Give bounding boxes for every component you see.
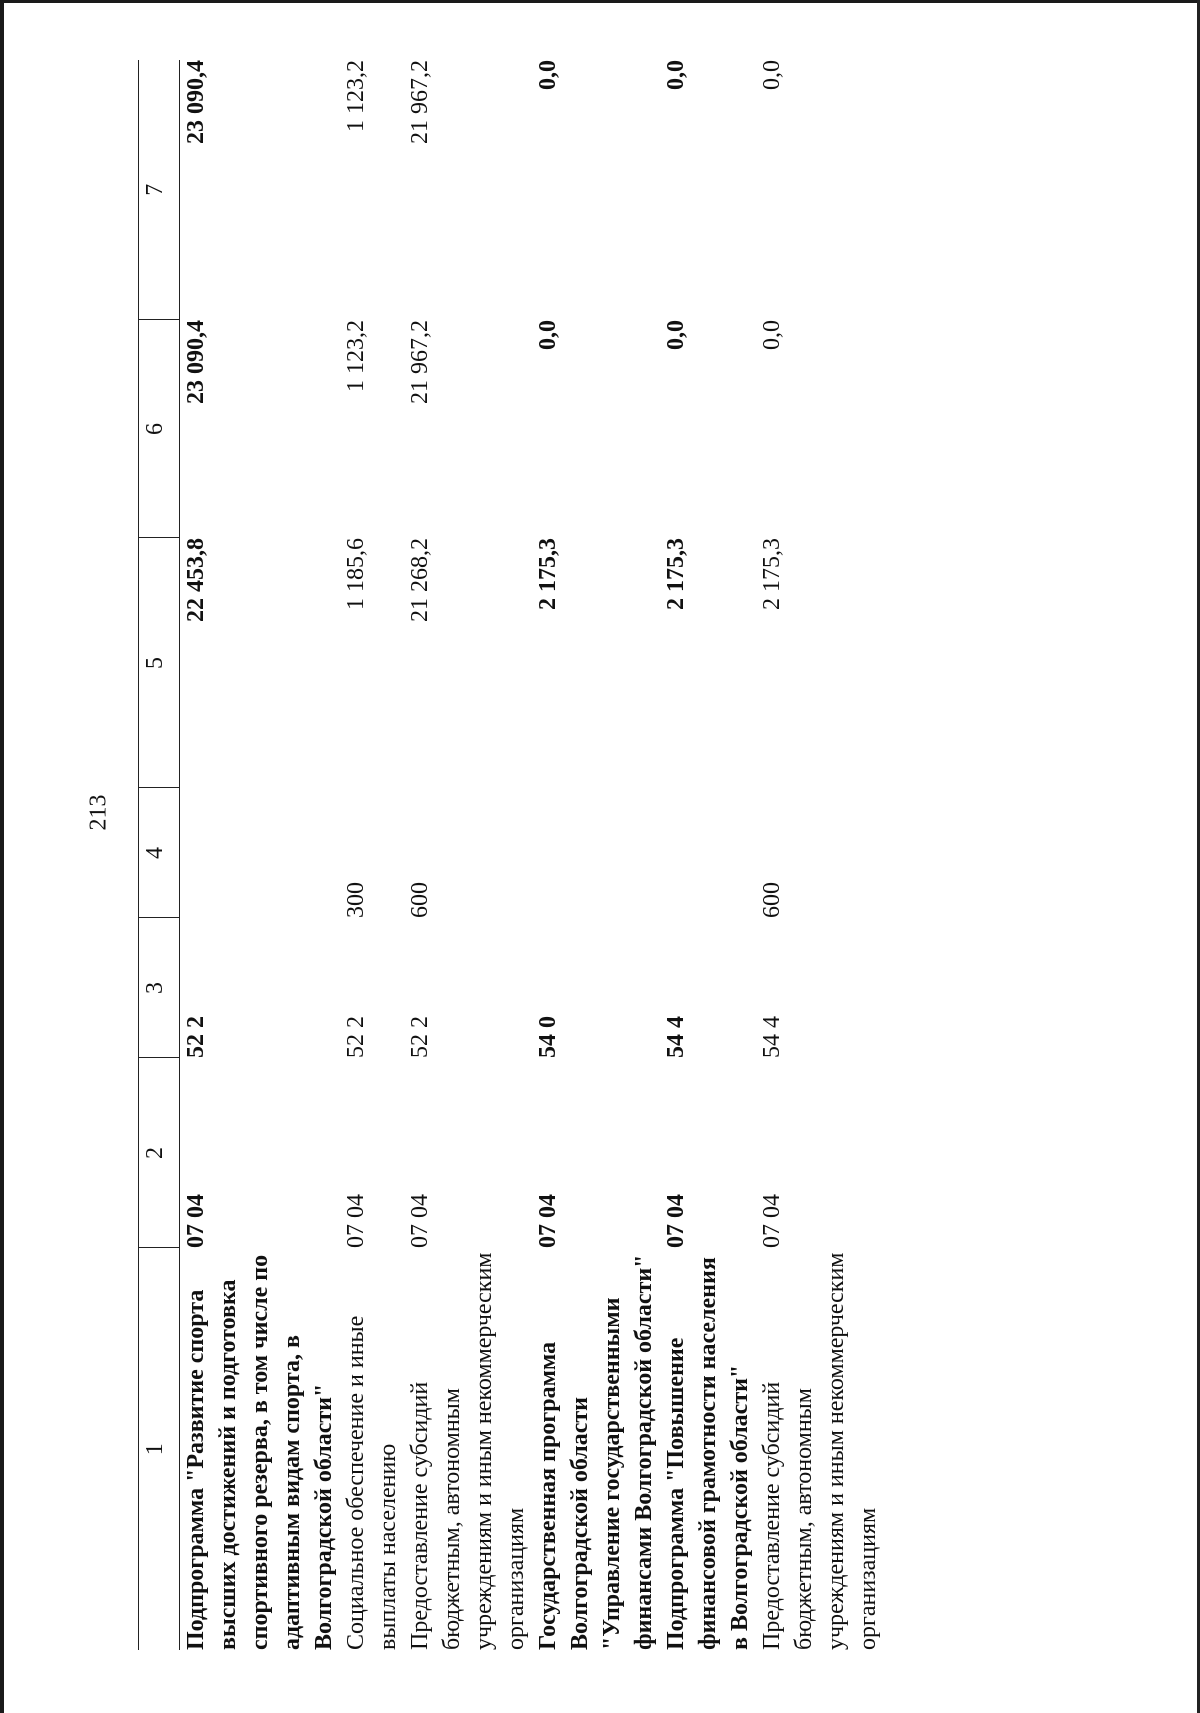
row-value-5: 1 185,6: [343, 538, 369, 610]
row-section: 07 04: [535, 1194, 561, 1248]
row-expense-type: 600: [759, 882, 785, 918]
row-name: Предоставление субсидий бюджетным, автономным учреждениям и иным некоммерческим организациям: [407, 1252, 529, 1650]
row-expense-type: [532, 788, 660, 918]
row-section: 07 04: [759, 1194, 785, 1248]
row-name: Подпрограмма "Повышение финансовой грамотности населения в Волгоградской области": [663, 1257, 753, 1650]
row-name: Подпрограмма "Развитие спорта высших достижений и подготовка спортивного резерва, в том числе по адаптивным видам спорта, в Волгоградской области": [183, 1254, 337, 1650]
header-col-6: 6: [139, 320, 180, 538]
row-name: Государственная программа Волгоградской области "Управление государственными финансами Волгоградской области": [535, 1254, 657, 1650]
scan-edge-left: [0, 0, 4, 1713]
table-row: [532, 60, 660, 1650]
row-expense-type: 600: [407, 882, 433, 918]
table-row: [660, 60, 756, 1650]
row-value-5: 2 175,3: [663, 538, 689, 610]
row-target: 52 2: [343, 1016, 369, 1058]
header-col-5: 5: [139, 538, 180, 788]
row-target: 52 2: [183, 1016, 209, 1058]
table-row: [340, 60, 404, 1650]
row-value-5: 2 175,3: [535, 538, 561, 610]
row-target: 54 4: [663, 1016, 689, 1058]
header-col-1: 1: [139, 1248, 180, 1650]
header-col-2: 2: [139, 1058, 180, 1248]
row-value-7: 21 967,2: [407, 60, 433, 144]
row-value-6: 21 967,2: [407, 320, 433, 404]
budget-table: [138, 60, 884, 1650]
row-expense-type: [180, 788, 341, 918]
row-expense-type: 300: [343, 882, 369, 918]
row-name: Предоставление субсидий бюджетным, автономным учреждениям и иным некоммерческим организациям: [759, 1252, 881, 1650]
header-col-7: 7: [139, 60, 180, 320]
row-value-7: 0,0: [663, 60, 689, 90]
row-value-5: 22 453,8: [183, 538, 209, 622]
rotated-table-wrapper: [138, 60, 1138, 1650]
row-value-5: 21 268,2: [407, 538, 433, 622]
row-target: 54 4: [759, 1016, 785, 1058]
row-value-7: 0,0: [535, 60, 561, 90]
row-value-5: 2 175,3: [759, 538, 785, 610]
scan-edge-top: [0, 0, 1200, 3]
table-row: [756, 60, 884, 1650]
row-target: 54 0: [535, 1016, 561, 1058]
table-row: [404, 60, 532, 1650]
row-section: 07 04: [343, 1194, 369, 1248]
page-number: 213: [85, 794, 112, 831]
row-value-6: 23 090,4: [183, 320, 209, 404]
row-section: 07 04: [663, 1194, 689, 1248]
row-value-6: 0,0: [759, 320, 785, 350]
row-section: 07 04: [407, 1194, 433, 1248]
row-value-6: 0,0: [535, 320, 561, 350]
row-value-6: 1 123,2: [343, 320, 369, 392]
row-expense-type: [660, 788, 756, 918]
row-value-6: 0,0: [663, 320, 689, 350]
row-value-7: 1 123,2: [343, 60, 369, 132]
row-target: 52 2: [407, 1016, 433, 1058]
row-value-7: 23 090,4: [183, 60, 209, 144]
row-name: Социальное обеспечение и иные выплаты населению: [343, 1315, 401, 1650]
header-col-3: 3: [139, 918, 180, 1058]
row-value-7: 0,0: [759, 60, 785, 90]
row-section: 07 04: [183, 1194, 209, 1248]
table-header-row: [139, 60, 180, 1650]
table-row: [180, 60, 341, 1650]
header-col-4: 4: [139, 788, 180, 918]
